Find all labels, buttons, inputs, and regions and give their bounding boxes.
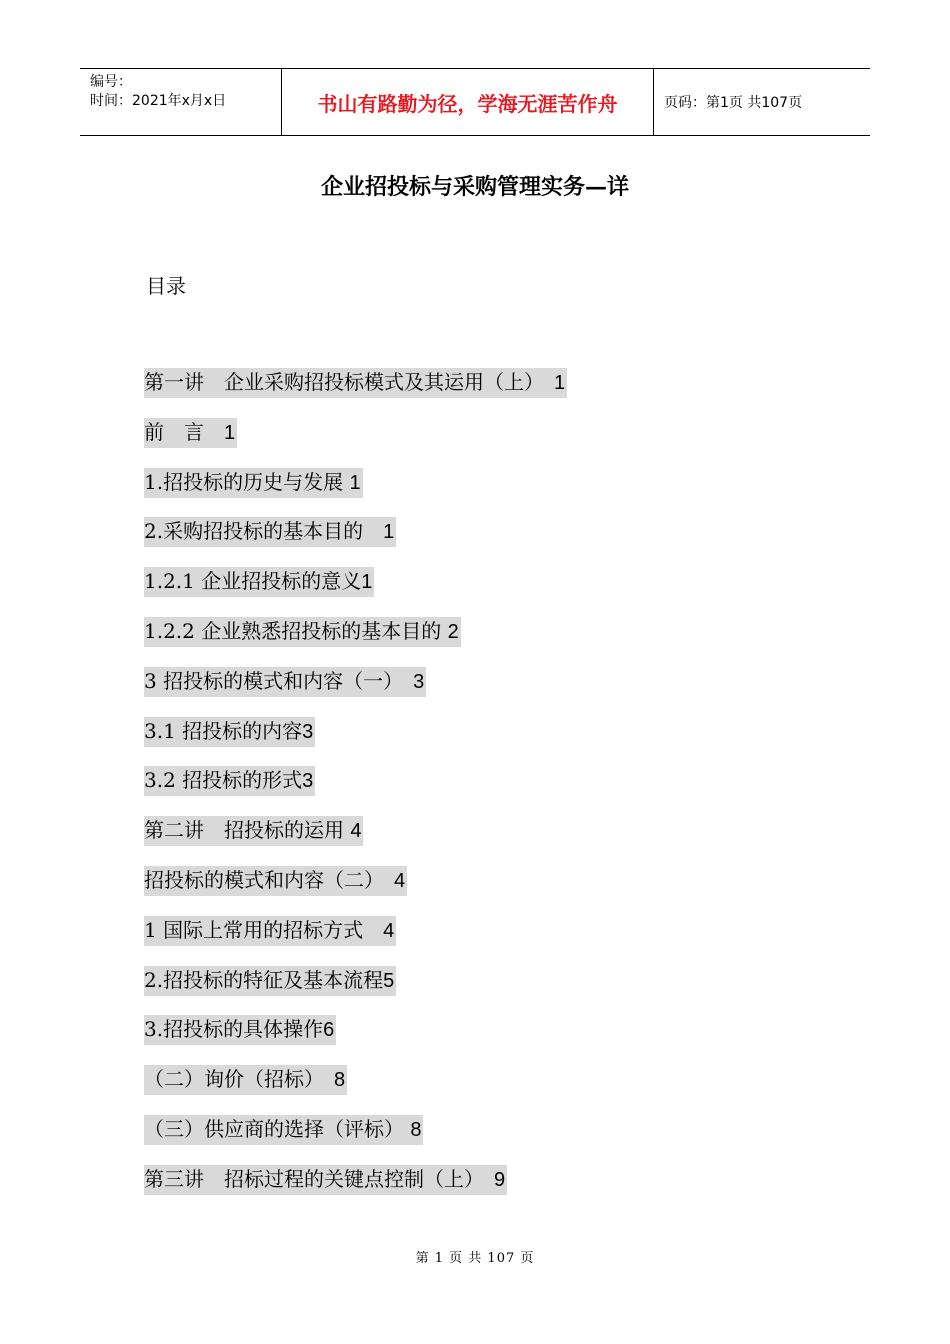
toc-entry-link[interactable] — [144, 517, 396, 547]
toc-entry-text: 3.1 招投标的内容 — [144, 718, 303, 743]
toc-entry-text: 2.招投标的特征及基本流程 — [144, 967, 384, 992]
toc-entry-text: （二）询价（招标） — [144, 1067, 334, 1092]
toc-entry-link[interactable] — [144, 717, 315, 747]
toc-entry-text: 第一讲 企业采购招投标模式及其运用（上） — [144, 370, 554, 394]
toc-entry-text: 1.2.2 企业熟悉招投标的基本目的 — [144, 618, 448, 643]
toc-entry[interactable] — [144, 717, 567, 767]
toc-entry[interactable] — [144, 517, 567, 567]
toc-entry-link[interactable] — [144, 1165, 507, 1195]
header-table — [80, 68, 870, 136]
toc-entry-link[interactable] — [144, 966, 396, 996]
toc-entry[interactable] — [144, 368, 567, 418]
toc-entry-text: 招投标的模式和内容（二） — [144, 867, 394, 892]
toc-entry-text: （三）供应商的选择（评标） — [144, 1116, 411, 1141]
toc-entry[interactable] — [144, 766, 567, 816]
toc-entry-page: 1 — [554, 372, 566, 394]
number-label: 编号： — [90, 74, 132, 90]
toc-entry-page: 9 — [494, 1168, 506, 1191]
toc-entry-page: 8 — [410, 1118, 422, 1141]
toc-entry-page: 3 — [413, 670, 425, 693]
toc-entry-page: 1 — [224, 421, 236, 444]
toc-entry-link[interactable] — [144, 667, 426, 697]
toc-entry-link[interactable] — [144, 617, 461, 647]
page-info: 页码：第1页 共107页 — [664, 95, 803, 111]
toc-entry-text: 1 国际上常用的招标方式 — [144, 917, 384, 942]
page-footer: 第 1 页 共 107 页 — [415, 1251, 535, 1266]
toc-entry[interactable] — [144, 468, 567, 518]
toc-entry[interactable] — [144, 667, 567, 717]
toc-entry-text: 2.采购招投标的基本目的 — [144, 519, 384, 544]
motto: 书山有路勤为径，学海无涯苦作舟 — [281, 69, 654, 135]
toc-entry[interactable] — [144, 617, 567, 667]
toc-entry-link[interactable] — [144, 816, 363, 846]
toc-entry-page: 1 — [361, 571, 373, 594]
toc-entry[interactable] — [144, 916, 567, 966]
toc-entry-text: 3.2 招投标的形式 — [144, 768, 303, 793]
toc-entry-link[interactable] — [144, 567, 374, 597]
toc-heading: 目录 — [146, 274, 186, 298]
toc-entry[interactable] — [144, 866, 567, 916]
toc-entry-page: 4 — [350, 820, 362, 843]
toc-entry-text: 3.招投标的具体操作 — [144, 1017, 324, 1042]
toc-entry-text: 前 言 — [144, 419, 224, 444]
document-title: 企业招投标与采购管理实务—详 — [320, 174, 629, 200]
toc-entry-link[interactable] — [144, 1065, 347, 1095]
toc-entry-link[interactable] — [144, 766, 315, 796]
toc-entry-text: 第三讲 招标过程的关键点控制（上） — [144, 1166, 494, 1191]
toc-entry-link[interactable] — [144, 1115, 423, 1145]
toc-entry-text: 第二讲 招投标的运用 — [144, 818, 351, 843]
header-meta-cell — [80, 69, 281, 135]
toc-entry[interactable] — [144, 1115, 567, 1165]
toc-entry-link[interactable] — [144, 368, 567, 398]
toc-entry[interactable] — [144, 1165, 567, 1215]
toc-entry[interactable] — [144, 567, 567, 617]
toc-entry-page: 4 — [383, 919, 395, 942]
toc-entry[interactable] — [144, 418, 567, 468]
date-label: 时间：2021年x月x日 — [90, 93, 227, 109]
toc-list — [144, 368, 567, 1215]
toc-entry-page: 1 — [349, 471, 361, 494]
toc-entry-text: 3 招投标的模式和内容（一） — [144, 668, 414, 693]
toc-entry-link[interactable] — [144, 1015, 336, 1045]
toc-entry-link[interactable] — [144, 468, 363, 498]
toc-entry-text: 1.招投标的历史与发展 — [144, 469, 350, 494]
toc-entry-link[interactable] — [144, 866, 407, 896]
toc-entry-page: 6 — [323, 1019, 335, 1042]
toc-entry-page: 8 — [334, 1069, 346, 1092]
toc-entry-page: 3 — [302, 770, 314, 793]
toc-entry[interactable] — [144, 1065, 567, 1115]
toc-entry-page: 1 — [383, 521, 395, 544]
toc-entry[interactable] — [144, 966, 567, 1016]
toc-entry-link[interactable] — [144, 916, 396, 946]
toc-entry-page: 5 — [383, 969, 395, 992]
toc-entry-page: 3 — [302, 720, 314, 743]
toc-entry-page: 2 — [447, 620, 459, 643]
toc-entry[interactable] — [144, 816, 567, 866]
toc-entry-link[interactable] — [144, 418, 237, 448]
toc-entry[interactable] — [144, 1015, 567, 1065]
toc-entry-page: 4 — [394, 869, 406, 892]
toc-entry-text: 1.2.1 企业招投标的意义 — [144, 569, 362, 594]
